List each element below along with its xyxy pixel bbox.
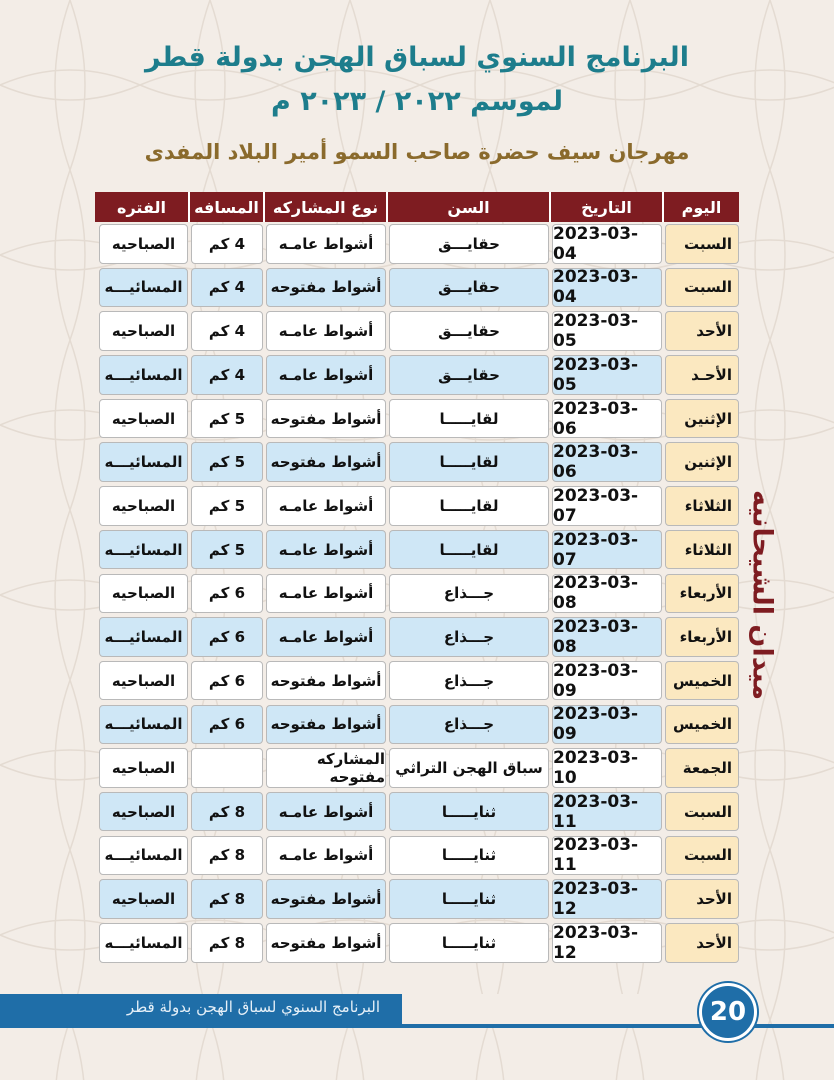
cell-date: 2023-03-04 [552, 224, 662, 264]
cell-period: الصباحيه [99, 879, 188, 919]
festival-subtitle: مهرجان سيف حضرة صاحب السمو أمير البلاد المفدى [144, 140, 690, 164]
cell-period: الصباحيه [99, 574, 188, 614]
cell-type: أشواط مفتوحه [266, 268, 386, 308]
header-distance: المسافه [188, 192, 263, 222]
cell-age: ثنايـــــا [389, 836, 549, 876]
cell-type: أشواط عامـه [266, 617, 386, 657]
cell-distance: 8 كم [191, 836, 263, 876]
cell-type: أشواط مفتوحه [266, 442, 386, 482]
page-number: 20 [699, 983, 757, 1041]
cell-distance: 5 كم [191, 486, 263, 526]
cell-date: 2023-03-06 [552, 399, 662, 439]
table-row [95, 268, 739, 308]
cell-date: 2023-03-12 [552, 923, 662, 963]
cell-period: الصباحيه [99, 748, 188, 788]
cell-period: المسائيـــه [99, 442, 188, 482]
table-body [95, 224, 739, 963]
cell-type: أشواط مفتوحه [266, 399, 386, 439]
cell-distance: 6 كم [191, 705, 263, 745]
cell-age: حقايـــق [389, 311, 549, 351]
cell-type: أشواط عامـه [266, 530, 386, 570]
cell-date: 2023-03-04 [552, 268, 662, 308]
cell-day: السبت [665, 268, 739, 308]
header-age: السن [386, 192, 549, 222]
header-day: اليوم [662, 192, 739, 222]
cell-age: سباق الهجن التراثي [389, 748, 549, 788]
table-row [95, 792, 739, 832]
cell-distance: 5 كم [191, 399, 263, 439]
table-row [95, 442, 739, 482]
cell-date: 2023-03-10 [552, 748, 662, 788]
cell-day: الأربعاء [665, 574, 739, 614]
cell-date: 2023-03-08 [552, 617, 662, 657]
header-type: نوع المشاركه [263, 192, 386, 222]
cell-age: ثنايـــــا [389, 923, 549, 963]
cell-period: المسائيـــه [99, 705, 188, 745]
cell-age: حقايـــق [389, 224, 549, 264]
footer-gap [402, 994, 702, 1024]
table-header [95, 192, 739, 222]
cell-day: الخميس [665, 661, 739, 701]
table-row [95, 355, 739, 395]
table-row [95, 879, 739, 919]
cell-period: الصباحيه [99, 486, 188, 526]
cell-date: 2023-03-05 [552, 311, 662, 351]
cell-age: لقايـــــا [389, 399, 549, 439]
table-row [95, 399, 739, 439]
cell-type: أشواط مفتوحه [266, 879, 386, 919]
cell-type: أشواط عامـه [266, 792, 386, 832]
page-title: البرنامج السنوي لسباق الهجن بدولة قطر [145, 42, 689, 73]
cell-type: أشواط مفتوحه [266, 923, 386, 963]
cell-distance: 4 كم [191, 224, 263, 264]
cell-distance: 4 كم [191, 311, 263, 351]
table-row [95, 224, 739, 264]
cell-day: الثلاثاء [665, 530, 739, 570]
cell-date: 2023-03-09 [552, 705, 662, 745]
season-title: لموسم ٢٠٢٢ / ٢٠٢٣ م [270, 86, 563, 117]
cell-type: أشواط عامـه [266, 224, 386, 264]
cell-date: 2023-03-11 [552, 792, 662, 832]
cell-age: ثنايـــــا [389, 879, 549, 919]
cell-age: ثنايـــــا [389, 792, 549, 832]
cell-distance: 8 كم [191, 792, 263, 832]
cell-age: لقايـــــا [389, 530, 549, 570]
cell-period: المسائيـــه [99, 268, 188, 308]
cell-period: الصباحيه [99, 224, 188, 264]
cell-distance: 6 كم [191, 661, 263, 701]
cell-type: المشاركه مفتوحه [266, 748, 386, 788]
cell-day: السبت [665, 836, 739, 876]
cell-day: الثلاثاء [665, 486, 739, 526]
cell-day: الأحد [665, 879, 739, 919]
cell-type: أشواط مفتوحه [266, 705, 386, 745]
cell-day: الأحد [665, 311, 739, 351]
cell-distance: 6 كم [191, 574, 263, 614]
table-row [95, 705, 739, 745]
cell-age: جـــذاع [389, 661, 549, 701]
cell-period: المسائيـــه [99, 923, 188, 963]
cell-period: الصباحيه [99, 399, 188, 439]
cell-distance: 8 كم [191, 923, 263, 963]
cell-date: 2023-03-11 [552, 836, 662, 876]
cell-date: 2023-03-08 [552, 574, 662, 614]
cell-age: لقايـــــا [389, 486, 549, 526]
cell-period: الصباحيه [99, 792, 188, 832]
cell-age: جـــذاع [389, 617, 549, 657]
footer-text: البرنامج السنوي لسباق الهجن بدولة قطر [126, 998, 380, 1016]
cell-date: 2023-03-12 [552, 879, 662, 919]
cell-period: المسائيـــه [99, 617, 188, 657]
cell-date: 2023-03-05 [552, 355, 662, 395]
table-row [95, 311, 739, 351]
cell-period: المسائيـــه [99, 530, 188, 570]
cell-period: الصباحيه [99, 661, 188, 701]
cell-period: المسائيـــه [99, 355, 188, 395]
header-period: الفتره [95, 192, 188, 222]
cell-day: الأحـد [665, 355, 739, 395]
cell-day: الأربعاء [665, 617, 739, 657]
cell-type: أشواط عامـه [266, 355, 386, 395]
cell-date: 2023-03-09 [552, 661, 662, 701]
cell-date: 2023-03-06 [552, 442, 662, 482]
cell-day: الإثنين [665, 399, 739, 439]
cell-age: حقايـــق [389, 268, 549, 308]
cell-type: أشواط عامـه [266, 486, 386, 526]
cell-day: الجمعة [665, 748, 739, 788]
cell-day: الإثنين [665, 442, 739, 482]
cell-period: المسائيـــه [99, 836, 188, 876]
cell-day: الأحد [665, 923, 739, 963]
cell-distance: 5 كم [191, 442, 263, 482]
cell-date: 2023-03-07 [552, 530, 662, 570]
cell-distance: 8 كم [191, 879, 263, 919]
schedule-table [95, 192, 739, 963]
cell-distance: 6 كم [191, 617, 263, 657]
table-row [95, 617, 739, 657]
cell-distance: 4 كم [191, 355, 263, 395]
cell-distance: 4 كم [191, 268, 263, 308]
table-row [95, 661, 739, 701]
cell-type: أشواط عامـه [266, 574, 386, 614]
cell-type: أشواط عامـه [266, 836, 386, 876]
cell-day: الخميس [665, 705, 739, 745]
cell-distance: 5 كم [191, 530, 263, 570]
table-row [95, 923, 739, 963]
cell-age: جـــذاع [389, 705, 549, 745]
cell-distance [191, 748, 263, 788]
table-row [95, 574, 739, 614]
cell-day: السبت [665, 224, 739, 264]
cell-type: أشواط مفتوحه [266, 661, 386, 701]
header-date: التاريخ [549, 192, 662, 222]
table-row [95, 530, 739, 570]
cell-date: 2023-03-07 [552, 486, 662, 526]
table-row [95, 748, 739, 788]
table-row [95, 486, 739, 526]
cell-age: لقايـــــا [389, 442, 549, 482]
cell-age: جـــذاع [389, 574, 549, 614]
venue-label: ميدان الشيحانيه [746, 489, 778, 701]
table-row [95, 836, 739, 876]
cell-day: السبت [665, 792, 739, 832]
cell-type: أشواط عامـه [266, 311, 386, 351]
cell-age: حقايـــق [389, 355, 549, 395]
cell-period: الصباحيه [99, 311, 188, 351]
